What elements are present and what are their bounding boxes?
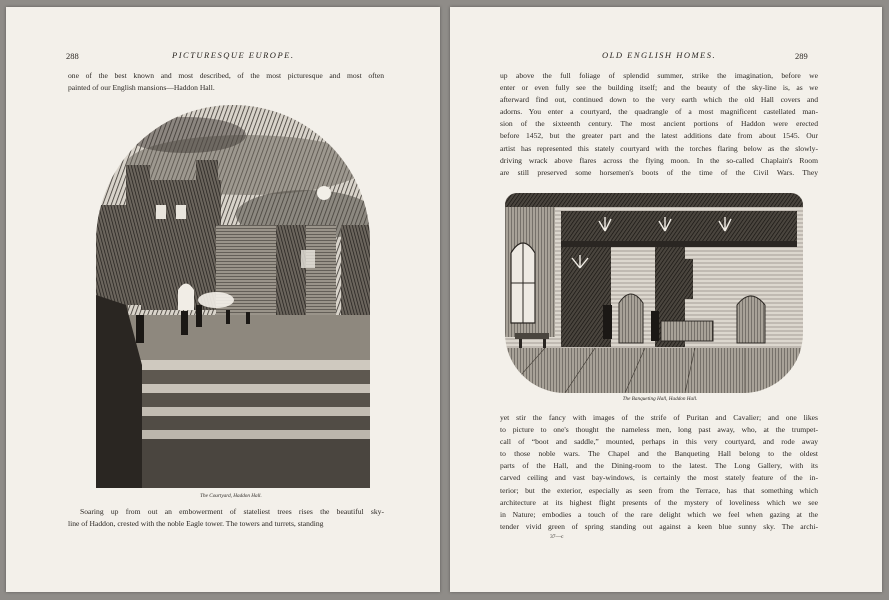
bottom-paragraph (500, 412, 818, 533)
illustration-caption: The Banqueting Hall, Haddon Hall. (622, 396, 698, 402)
left-page (6, 7, 440, 592)
text-line: are still preserved some horsemen's boots of the time of the Civil Wars. They (500, 167, 818, 177)
text-line: terior; but the exterior, especially as seen from the Terrace, has that something which (500, 485, 818, 495)
running-head: PICTURESQUE EUROPE. (172, 50, 295, 60)
text-line: one of the best known and most described, of the most picturesque and most often (68, 71, 384, 80)
text-line: adorns. You enter a courtyard, the quadrangle of a most magnificent castellated man- (500, 107, 818, 117)
text-line: line of Haddon, crested with the noble Eagle tower. The towers and turrets, standing (68, 519, 324, 529)
running-head: OLD ENGLISH HOMES. (602, 50, 717, 60)
text-line: afterward find out, continued down to the very earth which the old Hall covers and (500, 95, 818, 105)
text-line: yet stir the fancy with images of the strife of Puritan and Cavalier; and one likes (500, 413, 818, 422)
signature-mark: 37—c (550, 534, 564, 540)
text-line: to those noble wars. The Chapel and the Banqueting Hall belong to the oldest (500, 449, 818, 459)
text-line: parts of the Hall, and the Dining-room to the latest. The Long Gallery, with its (500, 461, 818, 471)
banqueting-hall-engraving-icon (505, 193, 803, 393)
text-line: architecture at its highest flight presents of the mystery of loveliness which we see (500, 497, 818, 507)
text-line: tender vivid green of spring standing out against a keen blue sunny sky. The archi- (500, 521, 818, 531)
page-number: 288 (66, 51, 79, 61)
top-paragraph (68, 70, 384, 94)
text-line: up above the full foliage of splendid summer, strike the imagination, before we (500, 71, 818, 80)
page-number: 289 (795, 51, 808, 61)
text-line: driving wrack above flares across the flying moon. In the so-called Chaplain's Room (500, 155, 818, 165)
text-line: enter or even fully see the building itself; and the beauty of the sky-line is, as we (500, 83, 818, 93)
text-line: call of “boot and saddle,” mounted, perhaps in this very courtyard, and rode away (500, 437, 818, 447)
text-line: before 1452, but the greater part and the latest additions date from about 1545. Our (500, 131, 818, 141)
top-paragraph (500, 70, 818, 179)
text-line: artist has represented this stately courtyard with the torches flaring below as the slowly- (500, 143, 818, 153)
text-line: Soaring up from out an embowerment of stateliest trees rises the beautiful sky- (80, 507, 384, 516)
text-line: carved ceiling and vast bay-windows, is certainly the most stately feature of the in- (500, 473, 818, 483)
text-line: in Nature; embodies a touch of the rare delight which we feel when gazing at the (500, 509, 818, 519)
bottom-paragraph (68, 506, 384, 530)
right-page (450, 7, 882, 592)
text-line: sion of the sixteenth century. The most ancient portions of Haddon were erected (500, 119, 818, 129)
illustration-caption: The Courtyard, Haddon Hall. (200, 493, 262, 499)
courtyard-engraving-icon (96, 105, 370, 488)
text-line: to picture to one's thought the nameless men, long past away, who, at the trumpet- (500, 425, 818, 435)
text-line: painted of our English mansions—Haddon Hall. (68, 83, 215, 93)
